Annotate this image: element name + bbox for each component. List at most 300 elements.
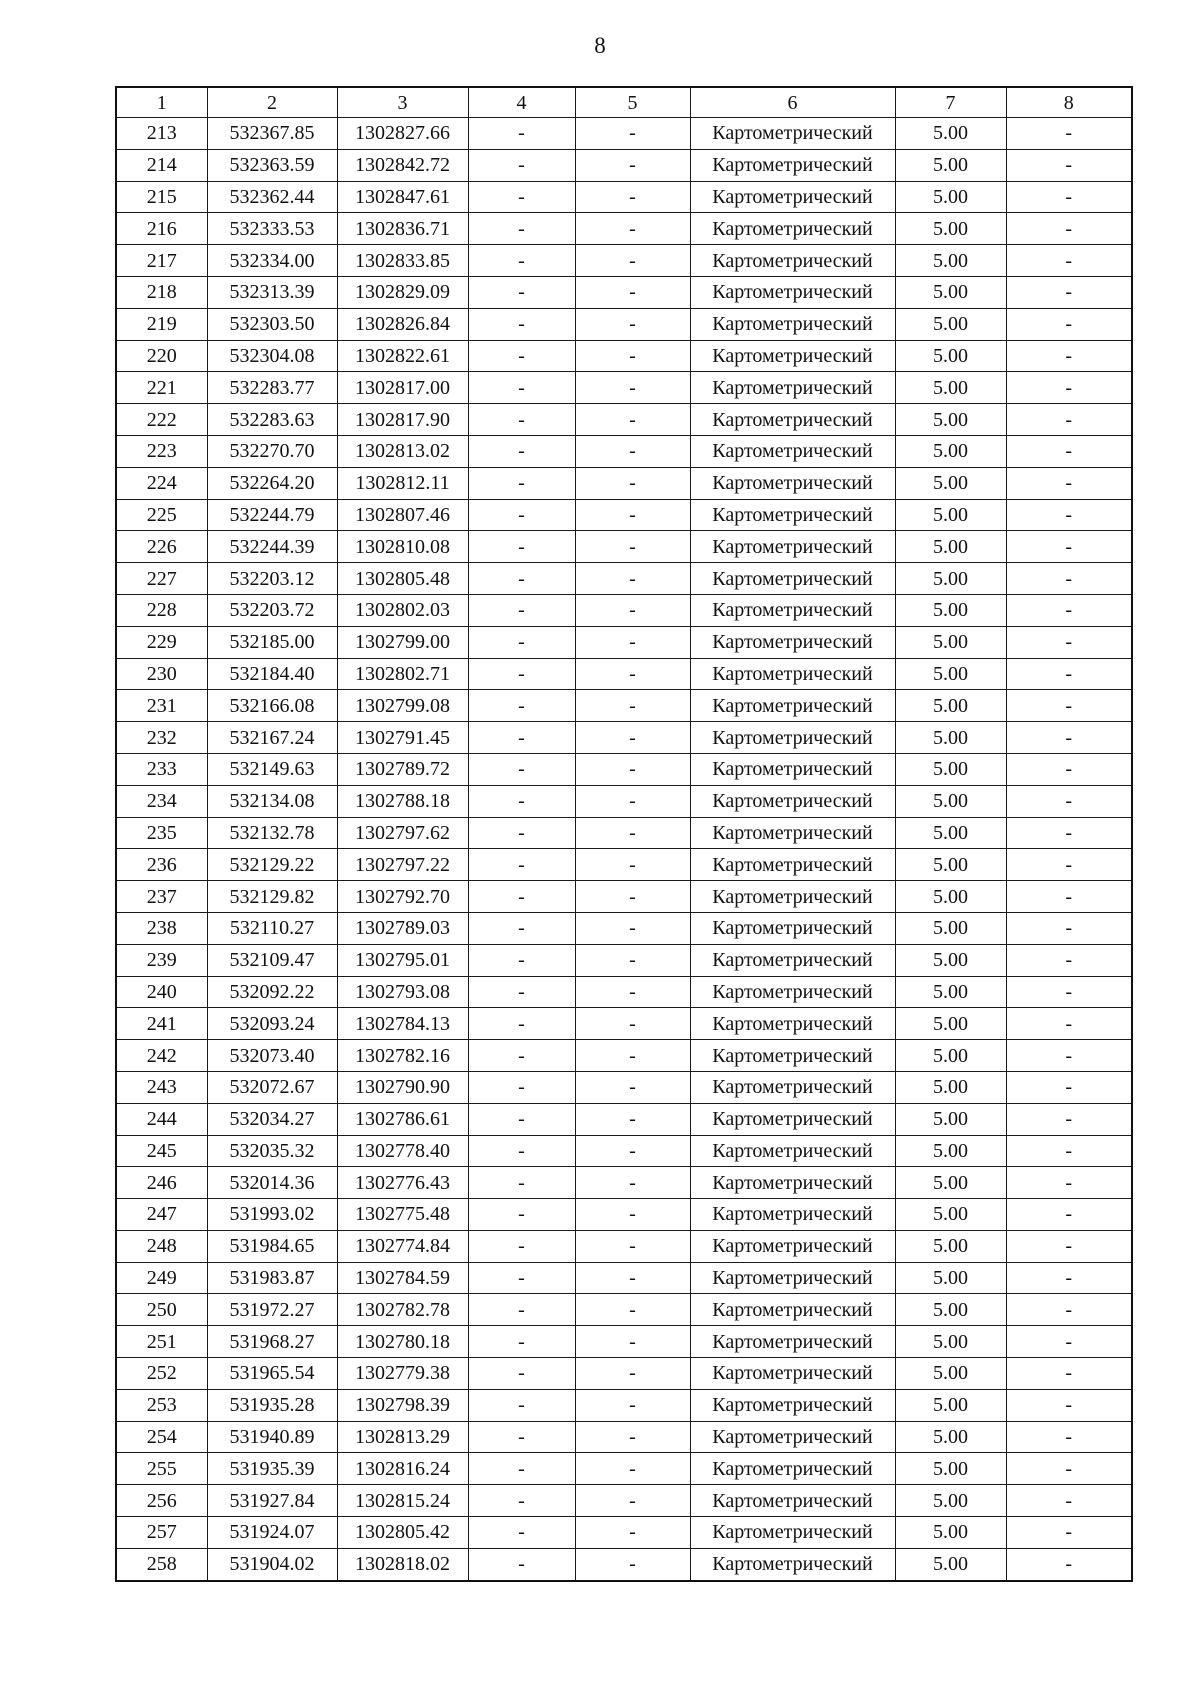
cell-col-8: -: [1006, 1199, 1132, 1231]
cell-method: Картометрический: [690, 1103, 895, 1135]
cell-col-4: -: [468, 1517, 575, 1549]
cell-coord-y: 1302792.70: [337, 881, 468, 913]
cell-coord-y: 1302822.61: [337, 340, 468, 372]
cell-accuracy: 5.00: [895, 944, 1006, 976]
cell-method: Картометрический: [690, 1135, 895, 1167]
cell-point-number: 223: [116, 435, 207, 467]
cell-point-number: 230: [116, 658, 207, 690]
cell-coord-y: 1302775.48: [337, 1199, 468, 1231]
cell-col-8: -: [1006, 690, 1132, 722]
cell-coord-x: 531983.87: [207, 1262, 337, 1294]
cell-col-5: -: [575, 499, 690, 531]
cell-col-5: -: [575, 467, 690, 499]
cell-method: Картометрический: [690, 1485, 895, 1517]
cell-method: Картометрический: [690, 817, 895, 849]
cell-col-5: -: [575, 785, 690, 817]
cell-point-number: 252: [116, 1358, 207, 1390]
cell-coord-y: 1302791.45: [337, 722, 468, 754]
table-row: [116, 308, 1132, 340]
cell-method: Картометрический: [690, 912, 895, 944]
cell-coord-x: 531935.28: [207, 1389, 337, 1421]
cell-col-5: -: [575, 1103, 690, 1135]
cell-col-8: -: [1006, 881, 1132, 913]
cell-coord-y: 1302807.46: [337, 499, 468, 531]
cell-col-4: -: [468, 594, 575, 626]
cell-point-number: 226: [116, 531, 207, 563]
cell-col-5: -: [575, 849, 690, 881]
cell-coord-x: 532363.59: [207, 149, 337, 181]
cell-method: Картометрический: [690, 1358, 895, 1390]
cell-coord-x: 532367.85: [207, 118, 337, 150]
cell-col-4: -: [468, 1167, 575, 1199]
cell-coord-y: 1302805.48: [337, 563, 468, 595]
cell-accuracy: 5.00: [895, 849, 1006, 881]
cell-accuracy: 5.00: [895, 1517, 1006, 1549]
cell-accuracy: 5.00: [895, 1262, 1006, 1294]
table-row: [116, 1517, 1132, 1549]
cell-col-4: -: [468, 499, 575, 531]
cell-coord-y: 1302790.90: [337, 1071, 468, 1103]
cell-point-number: 253: [116, 1389, 207, 1421]
table-row: [116, 912, 1132, 944]
cell-coord-x: 531927.84: [207, 1485, 337, 1517]
cell-method: Картометрический: [690, 1453, 895, 1485]
cell-col-5: -: [575, 1485, 690, 1517]
table-row: [116, 785, 1132, 817]
table-row: [116, 1326, 1132, 1358]
cell-coord-x: 531968.27: [207, 1326, 337, 1358]
cell-method: Картометрический: [690, 753, 895, 785]
cell-coord-y: 1302816.24: [337, 1453, 468, 1485]
cell-method: Картометрический: [690, 976, 895, 1008]
cell-col-8: -: [1006, 404, 1132, 436]
page-number: 8: [594, 33, 606, 58]
cell-col-4: -: [468, 785, 575, 817]
cell-col-5: -: [575, 1517, 690, 1549]
cell-method: Картометрический: [690, 245, 895, 277]
cell-col-5: -: [575, 435, 690, 467]
cell-coord-y: 1302782.78: [337, 1294, 468, 1326]
table-row: [116, 1548, 1132, 1580]
cell-coord-y: 1302780.18: [337, 1326, 468, 1358]
cell-coord-y: 1302815.24: [337, 1485, 468, 1517]
cell-col-8: -: [1006, 1008, 1132, 1040]
cell-accuracy: 5.00: [895, 118, 1006, 150]
cell-col-5: -: [575, 1071, 690, 1103]
cell-col-8: -: [1006, 149, 1132, 181]
cell-point-number: 233: [116, 753, 207, 785]
cell-col-5: -: [575, 1389, 690, 1421]
cell-point-number: 231: [116, 690, 207, 722]
cell-coord-y: 1302789.72: [337, 753, 468, 785]
cell-col-8: -: [1006, 1517, 1132, 1549]
cell-point-number: 214: [116, 149, 207, 181]
cell-method: Картометрический: [690, 181, 895, 213]
cell-coord-x: 532093.24: [207, 1008, 337, 1040]
table-row: [116, 181, 1132, 213]
cell-accuracy: 5.00: [895, 1453, 1006, 1485]
cell-method: Картометрический: [690, 467, 895, 499]
cell-col-5: -: [575, 658, 690, 690]
cell-coord-x: 532035.32: [207, 1135, 337, 1167]
cell-col-5: -: [575, 1040, 690, 1072]
cell-coord-x: 531904.02: [207, 1548, 337, 1580]
header-point-number: 1: [116, 87, 207, 118]
cell-col-4: -: [468, 118, 575, 150]
cell-coord-y: 1302778.40: [337, 1135, 468, 1167]
header-col-8: 8: [1006, 87, 1132, 118]
cell-accuracy: 5.00: [895, 1167, 1006, 1199]
cell-col-5: -: [575, 1326, 690, 1358]
cell-coord-y: 1302797.22: [337, 849, 468, 881]
cell-coord-y: 1302812.11: [337, 467, 468, 499]
cell-col-4: -: [468, 531, 575, 563]
cell-col-8: -: [1006, 626, 1132, 658]
cell-method: Картометрический: [690, 849, 895, 881]
cell-coord-x: 532034.27: [207, 1103, 337, 1135]
cell-coord-y: 1302842.72: [337, 149, 468, 181]
cell-coord-y: 1302798.39: [337, 1389, 468, 1421]
cell-col-4: -: [468, 213, 575, 245]
cell-col-4: -: [468, 1199, 575, 1231]
cell-coord-y: 1302826.84: [337, 308, 468, 340]
cell-accuracy: 5.00: [895, 531, 1006, 563]
table-row: [116, 881, 1132, 913]
table-row: [116, 1167, 1132, 1199]
header-col-5: 5: [575, 87, 690, 118]
cell-point-number: 246: [116, 1167, 207, 1199]
cell-coord-x: 532303.50: [207, 308, 337, 340]
cell-point-number: 234: [116, 785, 207, 817]
cell-method: Картометрический: [690, 213, 895, 245]
cell-col-8: -: [1006, 435, 1132, 467]
cell-method: Картометрический: [690, 785, 895, 817]
table-row: [116, 1485, 1132, 1517]
cell-coord-x: 532244.39: [207, 531, 337, 563]
cell-col-4: -: [468, 372, 575, 404]
cell-method: Картометрический: [690, 690, 895, 722]
cell-coord-x: 532167.24: [207, 722, 337, 754]
cell-accuracy: 5.00: [895, 658, 1006, 690]
cell-coord-y: 1302813.02: [337, 435, 468, 467]
cell-point-number: 254: [116, 1421, 207, 1453]
cell-coord-x: 532333.53: [207, 213, 337, 245]
cell-method: Картометрический: [690, 1548, 895, 1580]
header-col-4: 4: [468, 87, 575, 118]
cell-col-4: -: [468, 404, 575, 436]
cell-col-8: -: [1006, 1421, 1132, 1453]
cell-accuracy: 5.00: [895, 1421, 1006, 1453]
cell-coord-x: 532185.00: [207, 626, 337, 658]
cell-col-4: -: [468, 753, 575, 785]
cell-col-8: -: [1006, 1262, 1132, 1294]
cell-coord-y: 1302805.42: [337, 1517, 468, 1549]
cell-accuracy: 5.00: [895, 881, 1006, 913]
table-row: [116, 976, 1132, 1008]
cell-col-4: -: [468, 1548, 575, 1580]
cell-col-5: -: [575, 1453, 690, 1485]
cell-coord-x: 532203.72: [207, 594, 337, 626]
cell-accuracy: 5.00: [895, 1103, 1006, 1135]
cell-col-5: -: [575, 690, 690, 722]
cell-coord-x: 532313.39: [207, 276, 337, 308]
cell-accuracy: 5.00: [895, 1230, 1006, 1262]
cell-coord-x: 532166.08: [207, 690, 337, 722]
cell-col-8: -: [1006, 213, 1132, 245]
cell-accuracy: 5.00: [895, 1008, 1006, 1040]
cell-coord-y: 1302793.08: [337, 976, 468, 1008]
cell-col-4: -: [468, 245, 575, 277]
table-row: [116, 563, 1132, 595]
cell-col-8: -: [1006, 1453, 1132, 1485]
cell-coord-x: 532109.47: [207, 944, 337, 976]
cell-accuracy: 5.00: [895, 467, 1006, 499]
cell-coord-x: 532132.78: [207, 817, 337, 849]
cell-method: Картометрический: [690, 1167, 895, 1199]
cell-coord-y: 1302789.03: [337, 912, 468, 944]
cell-method: Картометрический: [690, 563, 895, 595]
cell-col-8: -: [1006, 912, 1132, 944]
table-row: [116, 499, 1132, 531]
table-row: [116, 1008, 1132, 1040]
cell-coord-x: 532129.22: [207, 849, 337, 881]
header-coord-y: 3: [337, 87, 468, 118]
cell-coord-x: 532014.36: [207, 1167, 337, 1199]
cell-col-8: -: [1006, 118, 1132, 150]
cell-point-number: 258: [116, 1548, 207, 1580]
cell-coord-y: 1302779.38: [337, 1358, 468, 1390]
cell-col-4: -: [468, 817, 575, 849]
cell-col-8: -: [1006, 245, 1132, 277]
table-row: [116, 1358, 1132, 1390]
cell-point-number: 239: [116, 944, 207, 976]
cell-coord-y: 1302799.08: [337, 690, 468, 722]
table-header: [116, 87, 1132, 118]
cell-method: Картометрический: [690, 340, 895, 372]
cell-accuracy: 5.00: [895, 1040, 1006, 1072]
cell-coord-x: 531935.39: [207, 1453, 337, 1485]
table-row: [116, 1135, 1132, 1167]
cell-col-5: -: [575, 1008, 690, 1040]
cell-coord-x: 532304.08: [207, 340, 337, 372]
cell-coord-x: 532110.27: [207, 912, 337, 944]
cell-col-5: -: [575, 308, 690, 340]
cell-col-5: -: [575, 626, 690, 658]
cell-col-8: -: [1006, 563, 1132, 595]
table-row: [116, 1262, 1132, 1294]
cell-col-8: -: [1006, 340, 1132, 372]
table-row: [116, 531, 1132, 563]
table-row: [116, 245, 1132, 277]
cell-coord-x: 532334.00: [207, 245, 337, 277]
cell-point-number: 249: [116, 1262, 207, 1294]
cell-point-number: 257: [116, 1517, 207, 1549]
table-row: [116, 1294, 1132, 1326]
cell-col-4: -: [468, 1040, 575, 1072]
cell-point-number: 228: [116, 594, 207, 626]
cell-col-4: -: [468, 1230, 575, 1262]
cell-col-4: -: [468, 1071, 575, 1103]
cell-point-number: 238: [116, 912, 207, 944]
cell-coord-y: 1302774.84: [337, 1230, 468, 1262]
cell-coord-x: 532073.40: [207, 1040, 337, 1072]
cell-col-8: -: [1006, 499, 1132, 531]
cell-col-4: -: [468, 1103, 575, 1135]
cell-col-8: -: [1006, 1358, 1132, 1390]
cell-col-4: -: [468, 1453, 575, 1485]
cell-point-number: 243: [116, 1071, 207, 1103]
cell-method: Картометрический: [690, 626, 895, 658]
cell-col-5: -: [575, 912, 690, 944]
cell-coord-y: 1302829.09: [337, 276, 468, 308]
cell-col-5: -: [575, 1548, 690, 1580]
table-row: [116, 690, 1132, 722]
cell-col-5: -: [575, 245, 690, 277]
cell-point-number: 232: [116, 722, 207, 754]
cell-method: Картометрический: [690, 1199, 895, 1231]
cell-col-4: -: [468, 912, 575, 944]
cell-col-8: -: [1006, 1167, 1132, 1199]
cell-col-4: -: [468, 276, 575, 308]
cell-coord-x: 532092.22: [207, 976, 337, 1008]
header-accuracy: 7: [895, 87, 1006, 118]
header-coord-x: 2: [207, 87, 337, 118]
cell-accuracy: 5.00: [895, 276, 1006, 308]
cell-coord-x: 532134.08: [207, 785, 337, 817]
cell-col-5: -: [575, 594, 690, 626]
cell-point-number: 242: [116, 1040, 207, 1072]
cell-col-8: -: [1006, 1294, 1132, 1326]
table-row: [116, 944, 1132, 976]
cell-accuracy: 5.00: [895, 149, 1006, 181]
table-row: [116, 1040, 1132, 1072]
cell-col-4: -: [468, 1389, 575, 1421]
cell-col-5: -: [575, 976, 690, 1008]
table-row: [116, 849, 1132, 881]
table-row: [116, 1453, 1132, 1485]
cell-coord-y: 1302833.85: [337, 245, 468, 277]
cell-col-5: -: [575, 944, 690, 976]
cell-col-4: -: [468, 181, 575, 213]
cell-point-number: 219: [116, 308, 207, 340]
cell-method: Картометрический: [690, 1294, 895, 1326]
cell-col-4: -: [468, 944, 575, 976]
cell-col-5: -: [575, 1262, 690, 1294]
cell-coord-x: 532283.77: [207, 372, 337, 404]
cell-col-5: -: [575, 1135, 690, 1167]
cell-point-number: 244: [116, 1103, 207, 1135]
cell-method: Картометрический: [690, 531, 895, 563]
cell-point-number: 235: [116, 817, 207, 849]
cell-col-4: -: [468, 149, 575, 181]
table-row: [116, 753, 1132, 785]
cell-col-8: -: [1006, 753, 1132, 785]
cell-point-number: 236: [116, 849, 207, 881]
cell-col-4: -: [468, 1294, 575, 1326]
cell-accuracy: 5.00: [895, 499, 1006, 531]
cell-coord-y: 1302784.59: [337, 1262, 468, 1294]
cell-accuracy: 5.00: [895, 308, 1006, 340]
cell-col-5: -: [575, 1230, 690, 1262]
cell-method: Картометрический: [690, 1326, 895, 1358]
cell-col-4: -: [468, 435, 575, 467]
cell-accuracy: 5.00: [895, 213, 1006, 245]
cell-point-number: 248: [116, 1230, 207, 1262]
cell-col-5: -: [575, 722, 690, 754]
cell-col-8: -: [1006, 1103, 1132, 1135]
cell-coord-x: 531984.65: [207, 1230, 337, 1262]
cell-coord-y: 1302847.61: [337, 181, 468, 213]
cell-col-4: -: [468, 308, 575, 340]
cell-accuracy: 5.00: [895, 1071, 1006, 1103]
table-row: [116, 1103, 1132, 1135]
cell-method: Картометрический: [690, 658, 895, 690]
table-row: [116, 149, 1132, 181]
cell-col-8: -: [1006, 1040, 1132, 1072]
cell-point-number: 256: [116, 1485, 207, 1517]
table-row: [116, 467, 1132, 499]
coordinates-table: [115, 86, 1133, 1582]
cell-point-number: 221: [116, 372, 207, 404]
cell-point-number: 237: [116, 881, 207, 913]
cell-accuracy: 5.00: [895, 753, 1006, 785]
cell-col-5: -: [575, 404, 690, 436]
cell-point-number: 241: [116, 1008, 207, 1040]
cell-col-8: -: [1006, 817, 1132, 849]
cell-col-5: -: [575, 149, 690, 181]
table-row: [116, 1421, 1132, 1453]
cell-method: Картометрический: [690, 1040, 895, 1072]
cell-point-number: 218: [116, 276, 207, 308]
cell-col-4: -: [468, 1485, 575, 1517]
cell-coord-x: 532129.82: [207, 881, 337, 913]
cell-coord-y: 1302827.66: [337, 118, 468, 150]
cell-coord-y: 1302802.03: [337, 594, 468, 626]
cell-method: Картометрический: [690, 1517, 895, 1549]
table-row: [116, 722, 1132, 754]
cell-accuracy: 5.00: [895, 722, 1006, 754]
cell-point-number: 217: [116, 245, 207, 277]
cell-col-4: -: [468, 340, 575, 372]
cell-col-5: -: [575, 213, 690, 245]
cell-col-5: -: [575, 1421, 690, 1453]
cell-point-number: 215: [116, 181, 207, 213]
cell-method: Картометрический: [690, 722, 895, 754]
cell-method: Картометрический: [690, 1421, 895, 1453]
table-row: [116, 1199, 1132, 1231]
table-row: [116, 213, 1132, 245]
cell-method: Картометрический: [690, 499, 895, 531]
cell-coord-y: 1302776.43: [337, 1167, 468, 1199]
cell-method: Картометрический: [690, 594, 895, 626]
cell-coord-y: 1302817.90: [337, 404, 468, 436]
cell-col-5: -: [575, 563, 690, 595]
cell-col-4: -: [468, 563, 575, 595]
cell-coord-x: 531924.07: [207, 1517, 337, 1549]
cell-col-8: -: [1006, 308, 1132, 340]
cell-accuracy: 5.00: [895, 1389, 1006, 1421]
cell-col-4: -: [468, 976, 575, 1008]
cell-col-4: -: [468, 1358, 575, 1390]
cell-accuracy: 5.00: [895, 626, 1006, 658]
cell-col-5: -: [575, 118, 690, 150]
cell-coord-y: 1302813.29: [337, 1421, 468, 1453]
cell-coord-x: 531993.02: [207, 1199, 337, 1231]
cell-accuracy: 5.00: [895, 181, 1006, 213]
table-row: [116, 626, 1132, 658]
cell-accuracy: 5.00: [895, 785, 1006, 817]
cell-point-number: 251: [116, 1326, 207, 1358]
